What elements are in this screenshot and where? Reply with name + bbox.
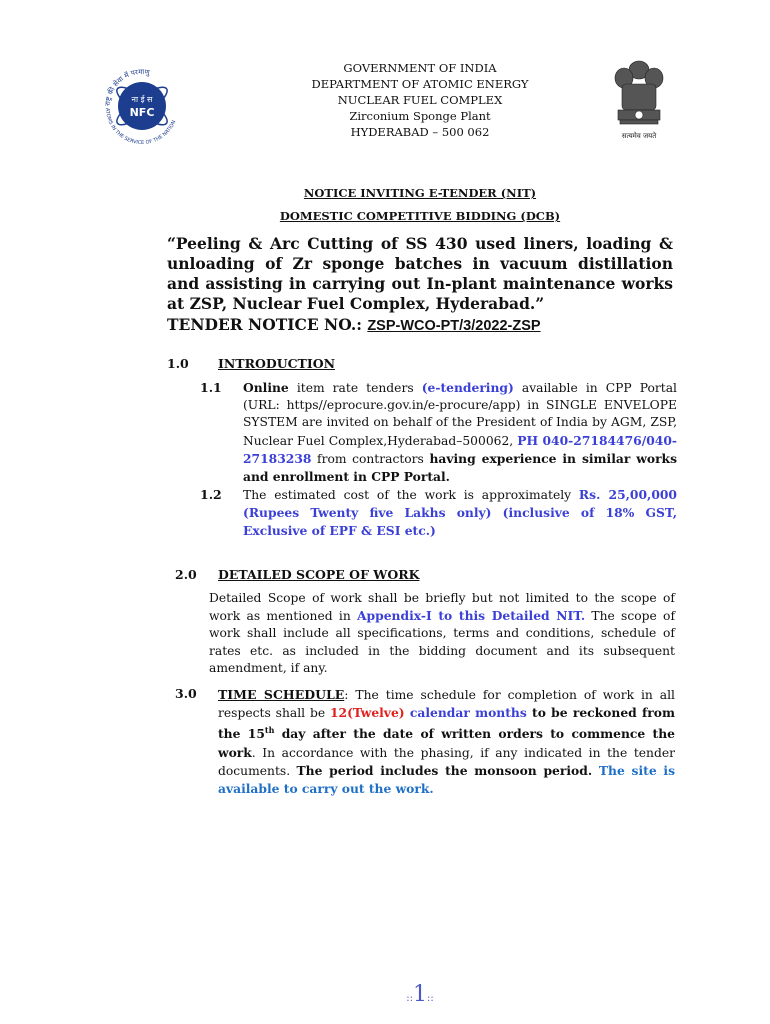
section-2-heading: DETAILED SCOPE OF WORK xyxy=(218,567,420,582)
section-2-number: 2.0 xyxy=(175,567,197,582)
para-1-2 xyxy=(243,486,677,541)
section-3-number: 3.0 xyxy=(175,686,197,701)
tender-notice-number xyxy=(167,315,541,334)
para-1-1 xyxy=(243,379,677,486)
page-number xyxy=(370,982,470,1007)
logo-ring-bottom: ATOMS IN THE SERVICE OF THE NATION xyxy=(103,107,178,147)
dcb-title: DOMESTIC COMPETITIVE BIDDING (DCB) xyxy=(279,209,561,223)
header-line-city: HYDERABAD – 500 062 xyxy=(350,125,490,139)
national-emblem xyxy=(608,54,670,144)
p3-sup: th xyxy=(264,725,275,736)
p11-d: available in CPP Portal (URL: https//eprocure.gov.in/e-procure/app) in SINGLE ENVELOPE SYSTEM are invited on behalf of the President of India by AGM, ZSP, Nuclear Fuel Complex,Hyderabad–500062, xyxy=(243,381,677,448)
p3-twelve: 12(Twelve) xyxy=(330,705,405,721)
header-line-dept: DEPARTMENT OF ATOMIC ENERGY xyxy=(311,77,529,91)
p3-site: The site is available to carry out the work. xyxy=(218,762,675,797)
p2-a: Detailed Scope of work shall be briefly but not limited to the scope of work as mentioned in xyxy=(209,591,675,624)
p3-d: to be reckoned from the 15 xyxy=(218,705,675,742)
p2-c: The scope of work shall include all specifications, terms and conditions, schedule of rates etc. as included in the bidding document and its subsequent amendment, if any. xyxy=(209,609,675,675)
p12-cost: Rs. 25,00,000 (Rupees Twenty five Lakhs only) (inclusive of 18% GST, Exclusive of EPF & ESI etc.) xyxy=(243,487,677,539)
p11-f: from contractors xyxy=(311,451,430,466)
header-line-nfc: NUCLEAR FUEL COMPLEX xyxy=(337,93,503,107)
tender-label: TENDER NOTICE NO.: xyxy=(167,315,368,334)
section-3-heading: TIME SCHEDULE xyxy=(218,687,345,702)
logo-hindi: ना ई स xyxy=(131,95,153,104)
header-line-govt: GOVERNMENT OF INDIA xyxy=(343,61,497,75)
p2-appendix: Appendix-I to this Detailed NIT. xyxy=(357,608,586,624)
emblem-motto: सत्यमेव जयते xyxy=(621,132,657,140)
work-title: “Peeling & Arc Cutting of SS 430 used liners, loading & unloading of Zr sponge batches in vacuum distillation and assisting in carrying out In-plant maintenance works at ZSP, Nuclear Fuel Complex, Hyderabad.” xyxy=(167,234,673,313)
page-dots-right: :: xyxy=(427,993,434,1004)
section-1-number: 1.0 xyxy=(167,356,189,371)
header-block xyxy=(270,60,570,140)
p12-a: The estimated cost of the work is approximately xyxy=(243,488,579,502)
page-dots-left: :: xyxy=(406,993,413,1004)
logo-ring-top: राष्ट्र की सेवा में परमाणु xyxy=(103,67,151,107)
p3-e: day after the date of written orders to commence the work xyxy=(218,726,675,760)
para-1-2-number: 1.2 xyxy=(200,487,222,502)
section-2-paragraph xyxy=(209,590,675,677)
p11-c: (e-tendering) xyxy=(421,380,514,395)
p3-months: calendar months xyxy=(404,705,527,721)
p3-g: The period includes the monsoon period. xyxy=(296,762,593,778)
logo-text: NFC xyxy=(129,106,155,119)
section-3-paragraph xyxy=(218,686,675,798)
p11-a: Online xyxy=(243,380,289,395)
p3-f: . In accordance with the phasing, if any indicated in the tender documents. xyxy=(218,745,675,778)
header-line-zsp: Zirconium Sponge Plant xyxy=(349,109,491,123)
p11-g: having experience in similar works and enrollment in CPP Portal. xyxy=(243,450,677,485)
p3-a: : The time schedule for completion of work in all respects shall be xyxy=(218,688,675,721)
para-1-1-number: 1.1 xyxy=(200,380,222,395)
page-number-value: 1 xyxy=(413,982,427,1007)
tender-number: ZSP-WCO-PT/3/2022-ZSP xyxy=(367,318,541,334)
nit-title: NOTICE INVITING E-TENDER (NIT) xyxy=(303,186,537,200)
p11-phone: PH 040-27184476/040-27183238 xyxy=(243,432,677,466)
section-1-heading: INTRODUCTION xyxy=(218,356,336,371)
p11-b: item rate tenders xyxy=(288,381,422,395)
nfc-logo xyxy=(96,60,188,152)
